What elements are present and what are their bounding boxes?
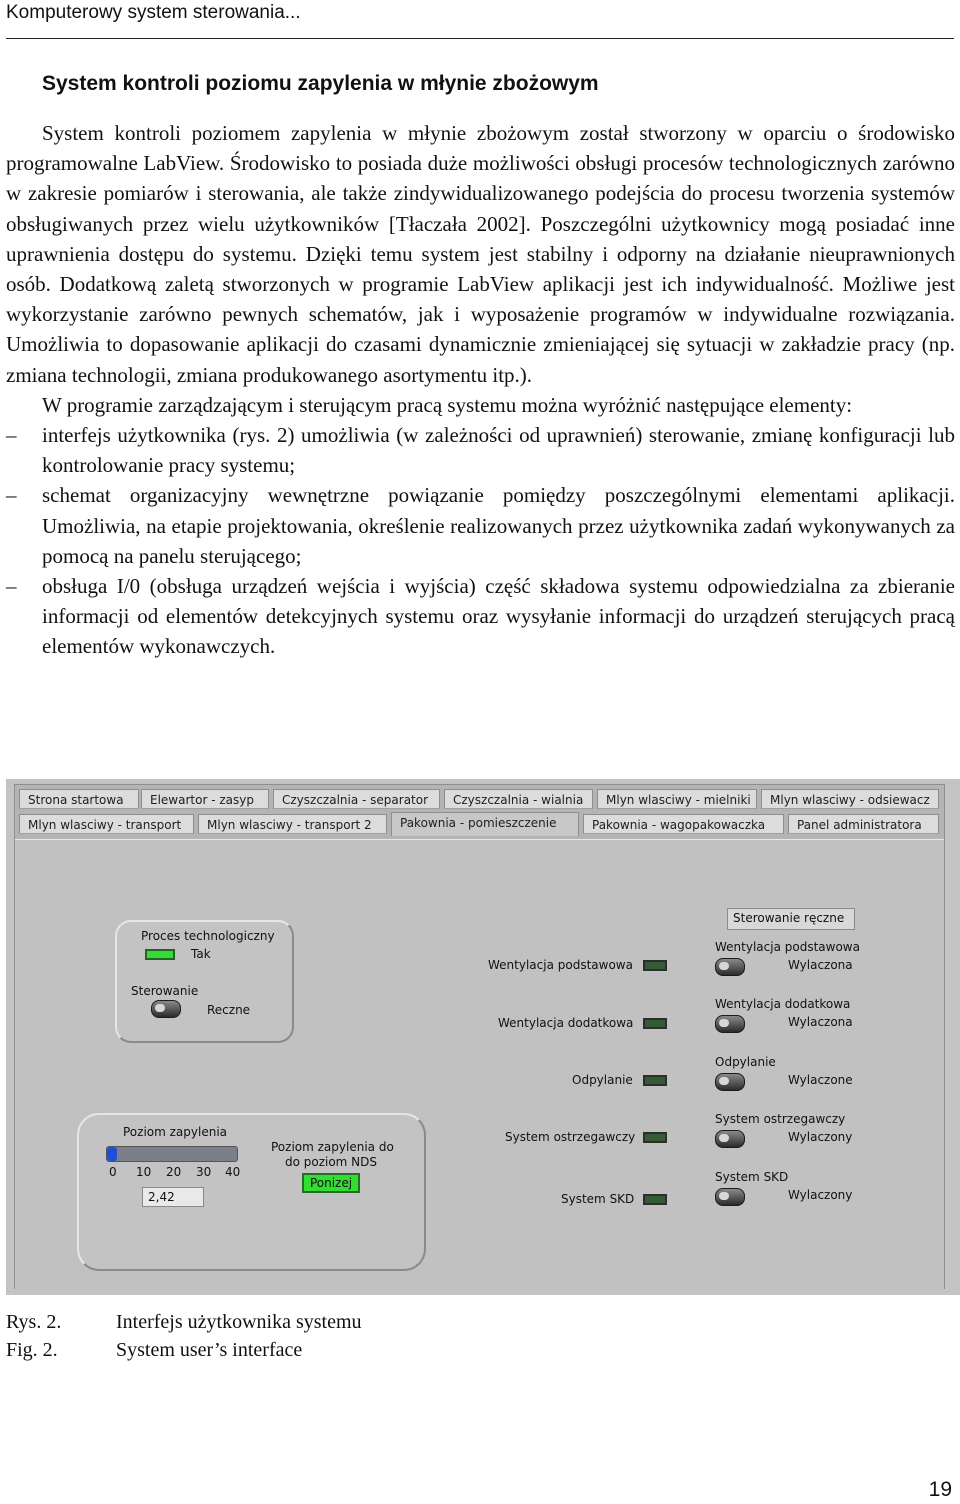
tab-strona-startowa[interactable]: Strona startowa: [19, 789, 139, 809]
caption-label-pl: Rys. 2.: [6, 1311, 62, 1333]
tab-page-pakownia: [15, 839, 944, 1289]
control-toggle[interactable]: [151, 1000, 181, 1018]
element-list: [6, 420, 955, 662]
dust-level-slider[interactable]: [106, 1146, 238, 1162]
nds-led: Ponizej: [302, 1173, 360, 1193]
switch-label: Wentylacja podstawowa: [715, 940, 860, 954]
switch-toggle[interactable]: [715, 1130, 745, 1148]
tab-mlyn-transport-2[interactable]: Mlyn wlasciwy - transport 2: [198, 814, 387, 834]
indicator-label: Wentylacja dodatkowa: [498, 1016, 634, 1030]
tab-elewator-zasyp[interactable]: Elewartor - zasyp: [141, 789, 269, 809]
switch-toggle[interactable]: [715, 1188, 745, 1206]
manual-control-label: Sterowanie ręczne: [727, 908, 855, 930]
scale-tick: 0: [109, 1165, 117, 1179]
scale-tick: 40: [225, 1165, 241, 1179]
list-item: – obsługa I/0 (obsługa urządzeń wejścia i wyjścia) część składowa systemu odpowiedzialna za zbieranie informacji od elementów detekcyjnych systemu oraz wysyłanie informacji do urządzeń sterujących pracą elementów wykonawczych.: [6, 571, 955, 662]
list-item: – interfejs użytkownika (rys. 2) umożliwia (w zależności od uprawnień) sterowanie, zmianę konfiguracji lub kontrolowanie pracy systemu;: [6, 420, 955, 480]
indicator-label: System ostrzegawczy: [505, 1130, 636, 1144]
running-head: Komputerowy system sterowania...: [6, 2, 301, 23]
dust-level-value: 2,42: [142, 1187, 204, 1207]
process-led: [145, 949, 175, 960]
header-rule: [6, 38, 954, 39]
process-state: Tak: [191, 947, 211, 961]
page-number: 19: [928, 1478, 952, 1501]
slider-fill: [107, 1147, 117, 1161]
section-title: System kontroli poziomu zapylenia w młynie zbożowym: [42, 72, 599, 95]
paragraph-2: W programie zarządzającym i sterującym pracą systemu można wyróżnić następujące elementy:: [42, 392, 853, 417]
switch-label: System ostrzegawczy: [715, 1112, 846, 1126]
tab-control: [14, 784, 945, 1289]
tab-mlyn-mielniki[interactable]: Mlyn wlasciwy - mielniki: [597, 789, 757, 809]
switch-state: Wylaczona: [788, 1015, 853, 1029]
caption-label-en: Fig. 2.: [6, 1339, 58, 1361]
indicator-led: [643, 1075, 667, 1086]
switch-label: Odpylanie: [715, 1055, 776, 1069]
nds-label-line-1: Poziom zapylenia do: [271, 1140, 394, 1154]
switch-state: Wylaczona: [788, 958, 853, 972]
tab-mlyn-odsiewacz[interactable]: Mlyn wlasciwy - odsiewacz: [761, 789, 939, 809]
switch-toggle[interactable]: [715, 958, 745, 976]
scale-tick: 20: [166, 1165, 182, 1179]
control-state: Reczne: [207, 1003, 251, 1017]
caption-text-pl: Interfejs użytkownika systemu: [116, 1311, 362, 1333]
paragraph-1: System kontroli poziomem zapylenia w młynie zbożowym został stworzony w oparciu o środowisko programowalne LabView. Środowisko to posiada duże możliwości obsługi procesów technologicznych zarówno w zakresie pomiarów i sterowania, ale także zindywidualizowanego podejścia do procesu tworzenia systemów obsługiwanych przez wielu użytkowników [Tłaczała 2002]. Poszczególni użytkownicy mogą posiadać inne uprawnienia dostępu do systemu. Dzięki temu system jest stabilny i odporny na działanie nieuprawnionych osób. Dodatkową zaletą stworzonych w programie LabView aplikacji jest ich indywidualność. Możliwe jest wykorzystanie zarówno pewnych schematów, jak i wyposażenie programów w indywidualne rozwiązania. Umożliwia to dopasowanie aplikacji do czasami dynamicznie zmieniającej się sytuacji w zakładzie pracy (np. zmiana technologii, zmiana produkowanego asortymentu itp.).: [6, 121, 955, 387]
nds-label-line-2: do poziom NDS: [284, 1155, 378, 1169]
scale-tick: 30: [196, 1165, 212, 1179]
switch-state: Wylaczony: [788, 1188, 853, 1202]
tab-pakownia-wagopakowaczka[interactable]: Pakownia - wagopakowaczka: [583, 814, 784, 834]
switch-toggle[interactable]: [715, 1073, 745, 1091]
tab-panel-administratora[interactable]: Panel administratora: [788, 814, 939, 834]
labview-front-panel: [6, 779, 960, 1295]
caption-text-en: System user’s interface: [116, 1339, 303, 1361]
list-item: – schemat organizacyjny wewnętrzne powiązanie pomiędzy poszczególnymi elementami aplikacji. Umożliwia, na etapie projektowania, określenie realizowanych przez użytkownika zadań wykonywanych za pomocą na panelu sterującego;: [6, 480, 955, 571]
indicator-led: [643, 1018, 667, 1029]
switch-label: Wentylacja dodatkowa: [715, 997, 851, 1011]
indicator-label: System SKD: [561, 1192, 635, 1206]
dust-level-label: Poziom zapylenia: [123, 1125, 228, 1139]
tab-czyszczalnia-separator[interactable]: Czyszczalnia - separator: [273, 789, 440, 809]
indicator-label: Wentylacja podstawowa: [488, 958, 633, 972]
switch-state: Wylaczone: [788, 1073, 853, 1087]
control-label: Sterowanie: [131, 984, 199, 998]
tab-mlyn-transport[interactable]: Mlyn wlasciwy - transport: [19, 814, 194, 834]
scale-tick: 10: [136, 1165, 152, 1179]
indicator-led: [643, 1194, 667, 1205]
indicator-label: Odpylanie: [572, 1073, 633, 1087]
switch-state: Wylaczony: [788, 1130, 853, 1144]
switch-toggle[interactable]: [715, 1015, 745, 1033]
tab-czyszczalnia-wialnia[interactable]: Czyszczalnia - wialnia: [444, 789, 593, 809]
nds-label: [271, 1140, 394, 1170]
tab-pakownia-pomieszczenie[interactable]: Pakownia - pomieszczenie: [391, 812, 579, 836]
switch-label: System SKD: [715, 1170, 789, 1184]
process-label: Proces technologiczny: [141, 929, 275, 943]
indicator-led: [643, 960, 667, 971]
body-text: [6, 118, 955, 662]
indicator-led: [643, 1132, 667, 1143]
